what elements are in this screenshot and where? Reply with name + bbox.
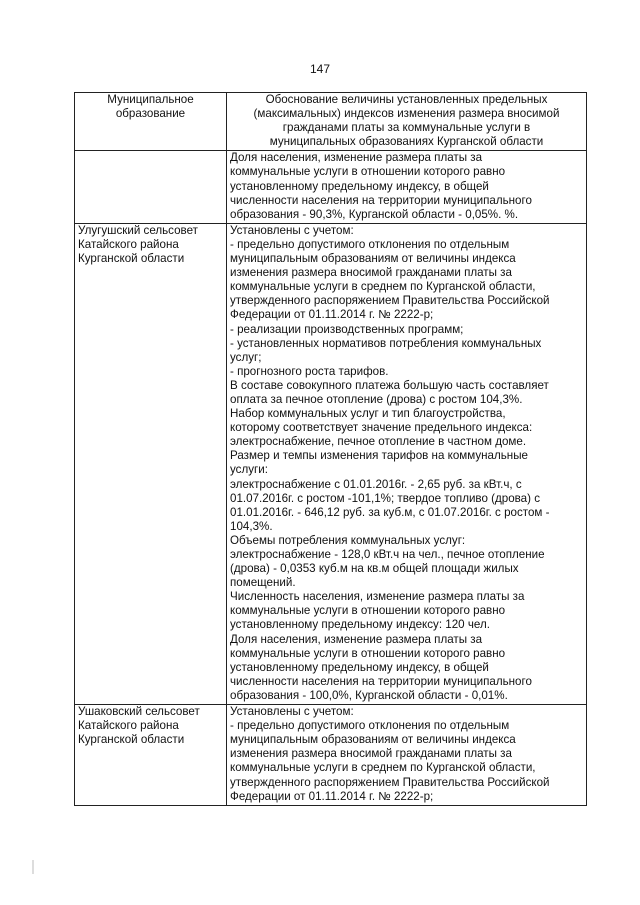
justification-line: изменения размера вносимой гражданами платы за xyxy=(230,747,512,761)
justification-line: коммунальные услуги в отношении которого равно xyxy=(230,604,506,618)
justification-line: электроснабжение, печное отопление в частном доме. xyxy=(230,435,527,449)
justification-line: - реализации производственных программ; xyxy=(230,322,464,336)
justification-line: помещений. xyxy=(230,576,296,590)
municipality-line: Катайского района xyxy=(78,237,179,251)
justification-line: численности населения на территории муниципального xyxy=(230,674,532,688)
justification-line: В составе совокупного платежа большую часть составляет xyxy=(230,378,549,392)
header-municipality xyxy=(75,93,227,151)
justification-line: установленному предельному индексу, в общей xyxy=(230,179,489,193)
justification-line: - установленных нормативов потребления коммунальных xyxy=(230,336,542,350)
justification-line: Набор коммунальных услуг и тип благоустройства, xyxy=(230,407,506,421)
header-justification xyxy=(227,93,587,151)
justification-line: Федерации от 01.11.2014 г. № 2222-р; xyxy=(230,308,434,322)
header-line: муниципальных образованиях Курганской области xyxy=(269,135,544,149)
table-row xyxy=(75,151,587,223)
table-row xyxy=(75,705,587,806)
justification-line: Численность населения, изменение размера платы за xyxy=(230,590,525,604)
justification-line: (дрова) - 0,0353 куб.м на кв.м общей площади жилых xyxy=(230,562,519,576)
justification-line: - предельно допустимого отклонения по отдельным xyxy=(230,719,510,733)
justification-cell xyxy=(227,151,587,223)
justification-line: 01.07.2016г. с ростом -101,1%; твердое топливо (дрова) с xyxy=(230,491,541,505)
justification-line: - предельно допустимого отклонения по отдельным xyxy=(230,237,510,251)
justification-line: муниципальным образованиям от величины индекса xyxy=(230,252,516,266)
municipality-line: Улугушский сельсовет xyxy=(78,223,198,237)
justification-line: электроснабжение - 128,0 кВт.ч на чел., печное отопление xyxy=(230,548,545,561)
justification-line: Доля населения, изменение размера платы за xyxy=(230,632,483,646)
justification-line: изменения размера вносимой гражданами платы за xyxy=(230,266,512,280)
header-line: гражданами платы за коммунальные услуги в xyxy=(282,121,531,135)
municipality-line: Курганской области xyxy=(78,733,185,747)
justification-line: коммунальные услуги в среднем по Курганской области, xyxy=(230,280,536,294)
justification-line: утвержденного распоряжением Правительства Российской xyxy=(230,294,550,308)
justification-line: муниципальным образованиям от величины индекса xyxy=(230,733,516,747)
scan-artifact xyxy=(32,860,34,874)
justification-line: коммунальные услуги в среднем по Курганской области, xyxy=(230,761,536,775)
justification-table xyxy=(74,92,587,806)
page-number: 147 xyxy=(309,62,331,76)
municipality-line: Курганской области xyxy=(78,252,185,266)
justification-line: Федерации от 01.11.2014 г. № 2222-р; xyxy=(230,789,434,803)
justification-line: - прогнозного роста тарифов. xyxy=(230,364,389,378)
header-line: (максимальных) индексов изменения размера вносимой xyxy=(253,107,560,121)
municipality-line: Катайского района xyxy=(78,719,179,733)
header-line: образование xyxy=(115,107,186,121)
justification-line: Установлены с учетом: xyxy=(230,223,354,237)
justification-line: Объемы потребления коммунальных услуг: xyxy=(230,533,466,547)
justification-line: Установлены с учетом: xyxy=(230,705,354,719)
municipality-cell xyxy=(75,705,227,806)
justification-line: образования - 90,3%, Курганской области - 0,05%. %. xyxy=(230,207,519,221)
justification-cell xyxy=(227,223,587,704)
header-line: Обоснование величины установленных предельных xyxy=(265,93,548,106)
justification-line: Размер и темпы изменения тарифов на коммунальные xyxy=(230,449,528,463)
municipality-cell xyxy=(75,223,227,704)
justification-line: 01.01.2016г. - 646,12 руб. за куб.м, с 01.07.2016г. с ростом - xyxy=(230,505,550,519)
justification-line: услуги: xyxy=(230,463,268,477)
justification-line: оплата за печное отопление (дрова) с ростом 104,3%. xyxy=(230,392,523,406)
justification-line: коммунальные услуги в отношении которого равно xyxy=(230,165,506,179)
header-line: Муниципальное xyxy=(107,93,194,106)
justification-line: установленному предельному индексу: 120 чел. xyxy=(230,618,490,632)
justification-line: Доля населения, изменение размера платы за xyxy=(230,151,483,165)
justification-line: коммунальные услуги в отношении которого равно xyxy=(230,646,506,660)
municipality-cell xyxy=(75,151,227,223)
justification-line: электроснабжение с 01.01.2016г. - 2,65 руб. за кВт.ч, с xyxy=(230,477,522,491)
justification-line: установленному предельному индексу, в общей xyxy=(230,660,489,674)
justification-line: образования - 100,0%, Курганской области - 0,01%. xyxy=(230,688,508,702)
justification-cell xyxy=(227,705,587,806)
justification-line: которому соответствует значение предельного индекса: xyxy=(230,421,533,435)
justification-line: численности населения на территории муниципального xyxy=(230,193,532,207)
justification-line: 104,3%. xyxy=(230,519,273,533)
justification-line: услуг; xyxy=(230,350,262,364)
municipality-line: Ушаковский сельсовет xyxy=(78,705,200,719)
table-row xyxy=(75,223,587,704)
table-header-row xyxy=(75,93,587,151)
justification-line: утвержденного распоряжением Правительства Российской xyxy=(230,775,550,789)
